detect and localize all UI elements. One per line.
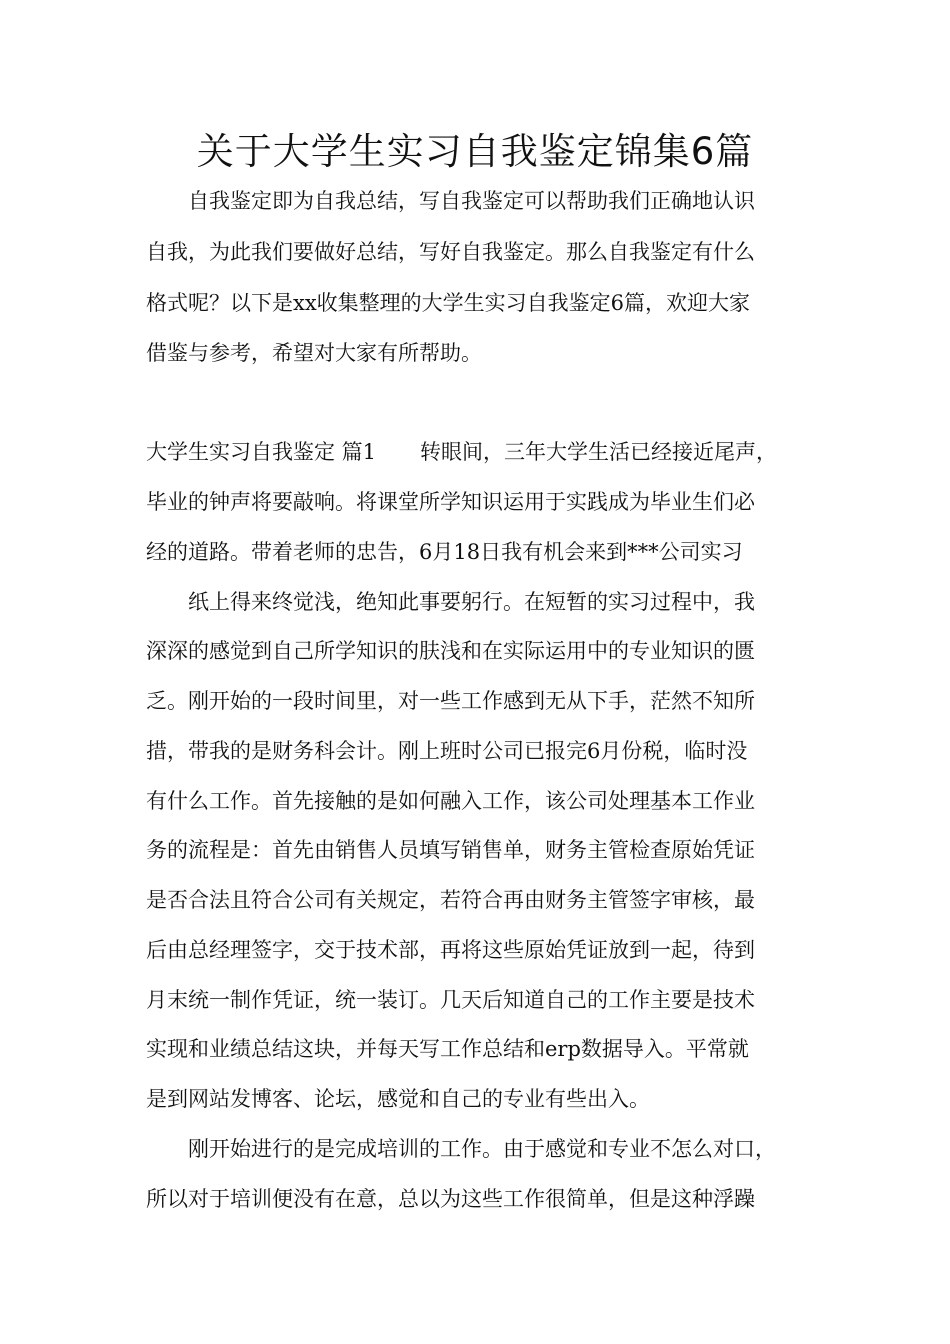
paragraph-line: 后由总经理签字，交于技术部，再将这些原始凭证放到一起，待到 [146,938,755,962]
section-line-text: 转眼间，三年大学生活已经接近尾声， [420,440,778,464]
paragraph-line: 刚开始进行的是完成培训的工作。由于感觉和专业不怎么对口， [146,1137,776,1161]
section-line: 经的道路。带着老师的忠告，6月18日我有机会来到***公司实习 [146,540,743,564]
paragraph-line: 所以对于培训便没有在意，总以为这些工作很简单，但是这种浮躁 [146,1187,755,1211]
intro-line: 格式呢？以下是xx收集整理的大学生实习自我鉴定6篇，欢迎大家 [146,291,751,315]
section-heading: 大学生实习自我鉴定 篇1 [146,440,377,464]
intro-line: 借鉴与参考，希望对大家有所帮助。 [146,341,482,365]
paragraph-line: 实现和业绩总结这块，并每天写工作总结和erp数据导入。平常就 [146,1037,749,1061]
paragraph-line: 乏。刚开始的一段时间里，对一些工作感到无从下手，茫然不知所 [146,689,755,713]
paragraph-line: 深深的感觉到自己所学知识的肤浅和在实际运用中的专业知识的匮 [146,639,755,663]
paragraph-line: 措，带我的是财务科会计。刚上班时公司已报完6月份税，临时没 [146,739,748,763]
paragraph-line: 纸上得来终觉浅，绝知此事要躬行。在短暂的实习过程中，我 [146,590,755,614]
paragraph-line: 务的流程是：首先由销售人员填写销售单，财务主管检查原始凭证 [146,838,755,862]
intro-line: 自我鉴定即为自我总结，写自我鉴定可以帮助我们正确地认识 [146,189,755,213]
section-line: 毕业的钟声将要敲响。将课堂所学知识运用于实践成为毕业生们必 [146,490,755,514]
paragraph-line: 是否合法且符合公司有关规定，若符合再由财务主管签字审核，最 [146,888,755,912]
intro-line: 自我，为此我们要做好总结，写好自我鉴定。那么自我鉴定有什么 [146,240,755,264]
paragraph-line: 有什么工作。首先接触的是如何融入工作，该公司处理基本工作业 [146,789,755,813]
paragraph-line: 月末统一制作凭证，统一装订。几天后知道自己的工作主要是技术 [146,988,755,1012]
paragraph-line: 是到网站发博客、论坛，感觉和自己的专业有些出入。 [146,1087,650,1111]
section-first-line [146,437,826,467]
document-title: 关于大学生实习自我鉴定锦集6篇 [196,130,754,173]
